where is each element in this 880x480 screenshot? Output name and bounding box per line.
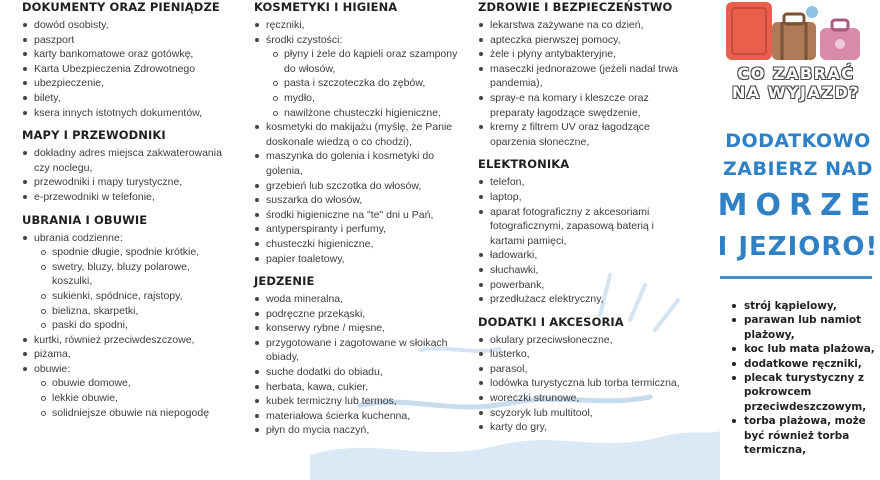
- section-title-food: JEDZENIE: [254, 274, 315, 289]
- divider-bar: [720, 276, 872, 279]
- list-item: materiałowa ścierka kuchenna,: [246, 409, 468, 424]
- section-title-documents: DOKUMENTY ORAZ PIENIĄDZE: [22, 0, 220, 14]
- list-item: środki higieniczne na "te" dni u Pań,: [246, 208, 468, 223]
- headline-line-2: NA WYJAZD?: [731, 83, 861, 102]
- list-extras: [730, 299, 878, 457]
- headline: [716, 64, 876, 102]
- list-item-continuation: czy noclegu,: [34, 161, 93, 174]
- list-subitem: płyny i żele do kąpieli oraz szampony: [246, 47, 468, 62]
- list-item-continuation: golenia,: [266, 164, 303, 177]
- list-item: środki czystości:: [246, 33, 468, 48]
- section-title-maps: MAPY I PRZEWODNIKI: [22, 128, 166, 143]
- list-item: kubek termiczny lub termos,: [246, 394, 468, 409]
- list-cosmetics: [246, 18, 468, 266]
- list-item: suche dodatki do obiadu,: [246, 365, 468, 380]
- list-item: piżama,: [14, 347, 242, 362]
- list-item: przygotowane i zagotowane w słoikach: [246, 336, 468, 351]
- list-item: bilety,: [14, 91, 242, 106]
- section-title-health: ZDROWIE I BEZPIECZEŃSTWO: [478, 0, 673, 14]
- list-item: ksera innych istotnych dokumentów,: [14, 106, 242, 121]
- headline-line-1: CO ZABRAĆ: [737, 64, 855, 83]
- list-documents: [14, 18, 242, 120]
- section-title-clothes: UBRANIA I OBUWIE: [22, 212, 148, 227]
- column-3: [470, 0, 706, 443]
- list-item: lusterko,: [470, 347, 706, 362]
- list-item: ręczniki,: [246, 18, 468, 33]
- list-item: karty do gry,: [470, 420, 706, 435]
- list-item: aparat fotograficzny z akcesoriami: [470, 205, 706, 220]
- list-item: kremy z filtrem UV oraz łagodzące: [470, 120, 706, 135]
- list-item: lodówka turystyczna lub torba termiczna,: [470, 376, 706, 391]
- suitcases-illustration: [722, 0, 872, 62]
- blue-heading-line-1: DODATKOWO: [725, 130, 871, 152]
- list-item: podręczne przekąski,: [246, 307, 468, 322]
- list-item: koc lub mata plażowa,: [730, 342, 878, 356]
- list-item: apteczka pierwszej pomocy,: [470, 33, 706, 48]
- right-panel: [708, 0, 880, 480]
- list-item: strój kąpielowy,: [730, 299, 878, 313]
- list-item: scyzoryk lub multitool,: [470, 406, 706, 421]
- list-item: grzebień lub szczotka do włosów,: [246, 179, 468, 194]
- list-item: dodatkowe ręczniki,: [730, 357, 878, 371]
- list-subitem: swetry, bluzy, bluzy polarowe,: [14, 260, 242, 275]
- list-electronics: [470, 175, 706, 306]
- list-subitem: pasta i szczoteczka do zębów,: [246, 76, 468, 91]
- list-item: lekarstwa zażywane na co dzień,: [470, 18, 706, 33]
- list-item: słuchawki,: [470, 263, 706, 278]
- list-item: suszarka do włosów,: [246, 193, 468, 208]
- list-clothes: [14, 231, 242, 421]
- list-subitem: obuwie domowe,: [14, 376, 242, 391]
- list-item: parasol,: [470, 362, 706, 377]
- list-item: przedłużacz elektryczny,: [470, 292, 706, 307]
- list-item: karty bankomatowe oraz gotówkę,: [14, 47, 242, 62]
- list-item-continuation: obiady,: [266, 351, 300, 364]
- list-item: konserwy rybne / mięsne,: [246, 321, 468, 336]
- list-item-continuation: kartami pamięci,: [490, 234, 567, 247]
- blue-heading-line-3: MORZE: [717, 188, 879, 223]
- list-item: e-przewodniki w telefonie,: [14, 190, 242, 205]
- list-subitem: nawilżone chusteczki higieniczne,: [246, 106, 468, 121]
- list-item: paszport: [14, 33, 242, 48]
- list-item: kosmetyki do makijażu (myślę, że Panie: [246, 120, 468, 135]
- list-subitem: bielizna, skarpetki,: [14, 304, 242, 319]
- list-item: herbata, kawa, cukier,: [246, 380, 468, 395]
- list-subitem: solidniejsze obuwie na niepogodę: [14, 406, 242, 421]
- list-item: okulary przeciwsłoneczne,: [470, 333, 706, 348]
- list-item: parawan lub namiot plażowy,: [730, 313, 878, 342]
- list-subitem-continuation: koszulki,: [52, 275, 93, 288]
- list-subitem-continuation: do włosów,: [284, 62, 336, 75]
- blue-heading-line-4: I JEZIORO!: [717, 232, 879, 262]
- list-item: chusteczki higieniczne,: [246, 237, 468, 252]
- list-item: telefon,: [470, 175, 706, 190]
- list-item: obuwie:: [14, 362, 242, 377]
- list-item: laptop,: [470, 190, 706, 205]
- blue-heading-line-2: ZABIERZ NAD: [723, 158, 873, 180]
- list-item: maszynka do golenia i kosmetyki do: [246, 149, 468, 164]
- column-2: [246, 0, 468, 446]
- list-item-continuation: pandemia),: [490, 77, 543, 90]
- list-item: płyn do mycia naczyń,: [246, 423, 468, 438]
- column-1: [14, 0, 242, 428]
- list-item: Karta Ubezpieczenia Zdrowotnego: [14, 62, 242, 77]
- list-item: maseczki jednorazowe (jeżeli nadal trwa: [470, 62, 706, 77]
- list-item: ubrania codzienne:: [14, 231, 242, 246]
- section-title-cosmetics: KOSMETYKI I HIGIENA: [254, 0, 398, 14]
- list-item: przewodniki i mapy turystyczne,: [14, 175, 242, 190]
- list-item: żele i płyny antybakteryjne,: [470, 47, 706, 62]
- list-subitem: paski do spodni,: [14, 318, 242, 333]
- list-subitem: lekkie obuwie,: [14, 391, 242, 406]
- list-item: plecak turystyczny z pokrowcem przeciwdeszczowym,: [730, 371, 878, 414]
- list-item: ładowarki,: [470, 248, 706, 263]
- list-item: woda mineralna,: [246, 292, 468, 307]
- list-item-continuation: preparaty łagodzące swędzenie,: [490, 106, 641, 119]
- list-item-continuation: fotograficznymi, zapasową baterią i: [490, 220, 654, 233]
- section-title-accessories: DODATKI I AKCESORIA: [478, 314, 624, 329]
- list-item: dowód osobisty,: [14, 18, 242, 33]
- list-item: papier toaletowy,: [246, 252, 468, 267]
- list-item: spray-e na komary i kleszcze oraz: [470, 91, 706, 106]
- list-item: woreczki strunowe,: [470, 391, 706, 406]
- list-item-continuation: doskonale wiedzą o co chodzi),: [266, 135, 412, 148]
- list-item: torba plażowa, może być również torba termiczna,: [730, 414, 878, 457]
- list-maps: [14, 146, 242, 204]
- list-health: [470, 18, 706, 149]
- list-food: [246, 292, 468, 438]
- list-item: powerbank,: [470, 278, 706, 293]
- list-item: kurtki, również przeciwdeszczowe,: [14, 333, 242, 348]
- list-item: dokładny adres miejsca zakwaterowania: [14, 146, 242, 161]
- list-item: ubezpieczenie,: [14, 76, 242, 91]
- list-subitem: spodnie długie, spodnie krótkie,: [14, 245, 242, 260]
- list-subitem: sukienki, spódnice, rajstopy,: [14, 289, 242, 304]
- list-item: antyperspiranty i perfumy,: [246, 222, 468, 237]
- list-subitem: mydło,: [246, 91, 468, 106]
- list-accessories: [470, 333, 706, 435]
- list-item-continuation: oparzenia słoneczne,: [490, 135, 590, 148]
- section-title-electronics: ELEKTRONIKA: [478, 157, 570, 172]
